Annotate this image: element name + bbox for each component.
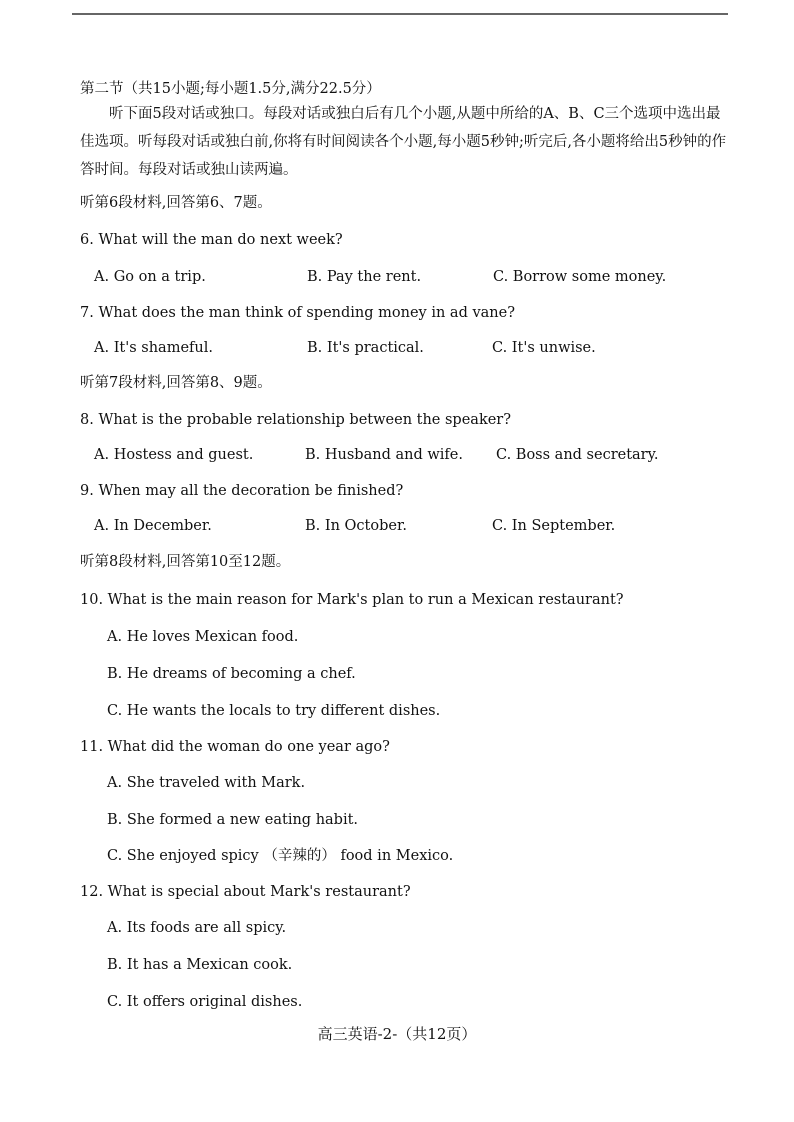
q6-option-b: B. Pay the rent.	[307, 269, 422, 285]
q11-option-c: C. She enjoyed spicy （辛辣的） food in Mexico.	[107, 848, 454, 864]
q7-option-b: B. It's practical.	[307, 340, 424, 356]
q6-option-a: A. Go on a trip.	[94, 269, 206, 285]
q11-option-b: B. She formed a new eating habit.	[107, 812, 359, 828]
section-instructions: 听下面5段对话或独口。每段对话或独白后有几个小题,从题中所给的A、B、C三个选项中选出最佳选项。听每段对话或独白前,你将有时间阅读各个小题,每小题5秒钟;听完后,各小题将给出5秒钟的作答时间。每段对话或独山读两遍。	[80, 106, 727, 178]
q12-option-a: A. Its foods are all spicy.	[107, 920, 287, 936]
q10-option-a: A. He loves Mexican food.	[107, 629, 299, 645]
q8-option-b: B. Husband and wife.	[305, 447, 463, 463]
question-6: 6. What will the man do next week?	[80, 232, 343, 248]
q9-option-c: C. In September.	[492, 518, 616, 534]
q10-option-b: B. He dreams of becoming a chef.	[107, 666, 356, 682]
top-rule	[72, 13, 728, 15]
group-header-8-9: 听第7段材料,回答第8、9题。	[80, 375, 272, 391]
question-7: 7. What does the man think of spending money in ad vane?	[80, 305, 515, 321]
q6-option-c: C. Borrow some money.	[493, 269, 667, 285]
question-10: 10. What is the main reason for Mark's plan to run a Mexican restaurant?	[80, 592, 624, 608]
q7-option-c: C. It's unwise.	[492, 340, 596, 356]
q9-option-a: A. In December.	[94, 518, 212, 534]
q12-option-b: B. It has a Mexican cook.	[107, 957, 293, 973]
q8-option-a: A. Hostess and guest.	[94, 447, 254, 463]
question-8: 8. What is the probable relationship between the speaker?	[80, 412, 512, 428]
q11-option-a: A. She traveled with Mark.	[107, 775, 306, 791]
group-header-6-7: 听第6段材料,回答第6、7题。	[80, 195, 272, 211]
q8-option-c: C. Boss and secretary.	[496, 447, 659, 463]
q7-option-a: A. It's shameful.	[94, 340, 213, 356]
q9-option-b: B. In October.	[305, 518, 407, 534]
question-9: 9. When may all the decoration be finished?	[80, 483, 404, 499]
question-12: 12. What is special about Mark's restaurant?	[80, 884, 411, 900]
group-header-10-12: 听第8段材料,回答第10至12题。	[80, 554, 291, 570]
page-footer: 高三英语-2-（共12页）	[317, 1025, 477, 1043]
section-title: 第二节（共15小题;每小题1.5分,满分22.5分）	[80, 81, 381, 97]
q12-option-c: C. It offers original dishes.	[107, 994, 303, 1010]
question-11: 11. What did the woman do one year ago?	[80, 739, 390, 755]
q10-option-c: C. He wants the locals to try different dishes.	[107, 703, 441, 719]
